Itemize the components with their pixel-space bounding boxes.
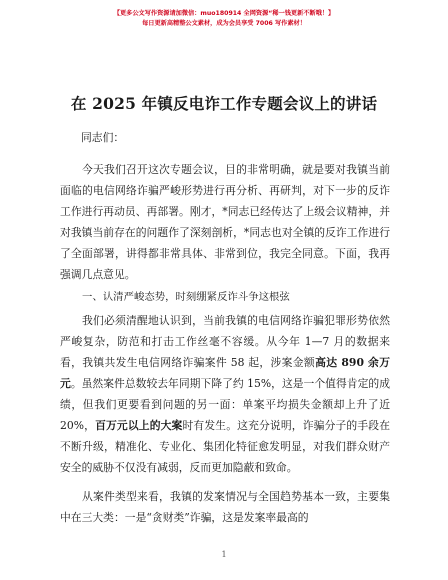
paragraph-situation-part-1: 我们必须清醒地认识到，当前我镇的电信网络诈骗犯罪形势依然严峻复杂，防范和打击工作丝毫不容缓。从今年 1—7 月的数据来看，我镇共发生电信网络诈骗案件 58 起，涉案金额 [60,314,390,369]
paragraph-situation-part-2: 。虽然案件总数较去年同期下降了约 15%，这是一个值得肯定的成绩，但我们更要看到问题的另一面：单案平均损失金额却上升了近 20%， [60,377,390,432]
paragraph-case-types: 从案件类型来看，我镇的发案情况与全国趋势基本一致，主要集中在三大类：一是“贪财类”诈骗，这是发案率最高的 [60,490,390,524]
section-heading-1: 一、认清严峻态势，时刻绷紧反诈斗争这根弦 [82,291,290,303]
page-number: 1 [221,550,227,559]
promo-banner-line-1: 【更多公文写作资源请加微信：muo180914 全网资源“稀一钱更新不断哦！】 [113,10,335,17]
page-title: 在 2025 年镇反电诈工作专题会议上的讲话 [70,94,378,113]
paragraph-situation-part-3: 时有发生。这充分说明，诈骗分子的手段在不断升级，精准化、专业化、集团化特征愈发明显，对我们群众财产安全的威胁不仅没有减弱，反而更加隐蔽和致命。 [60,419,391,474]
paragraph-situation [60,310,390,478]
highlight-large-cases: 百万元以上的大案 [95,419,183,432]
paragraph-intro: 今天我们召开这次专题会议，目的非常明确，就是要对我镇当前面临的电信网络诈骗严峻形势进行再分析、再研判，对下一步的反诈工作进行再动员、再部署。刚才，*同志已经传达了上级会议精神，并对我镇当前存在的问题作了深刻剖析，*同志也对全镇的反诈工作进行了全面部署，讲得都非常具体、非常到位，我完全同意。下面，我再强调几点意见。 [60,163,390,281]
highlight-amount: 高达 890 余万元 [60,356,390,390]
promo-banner [0,9,448,29]
salutation: 同志们： [81,131,125,144]
promo-banner-line-2: 每日更新高精整公文素材，成为会员享受 7006 写作素材！ [142,20,306,27]
document-body [60,127,390,528]
